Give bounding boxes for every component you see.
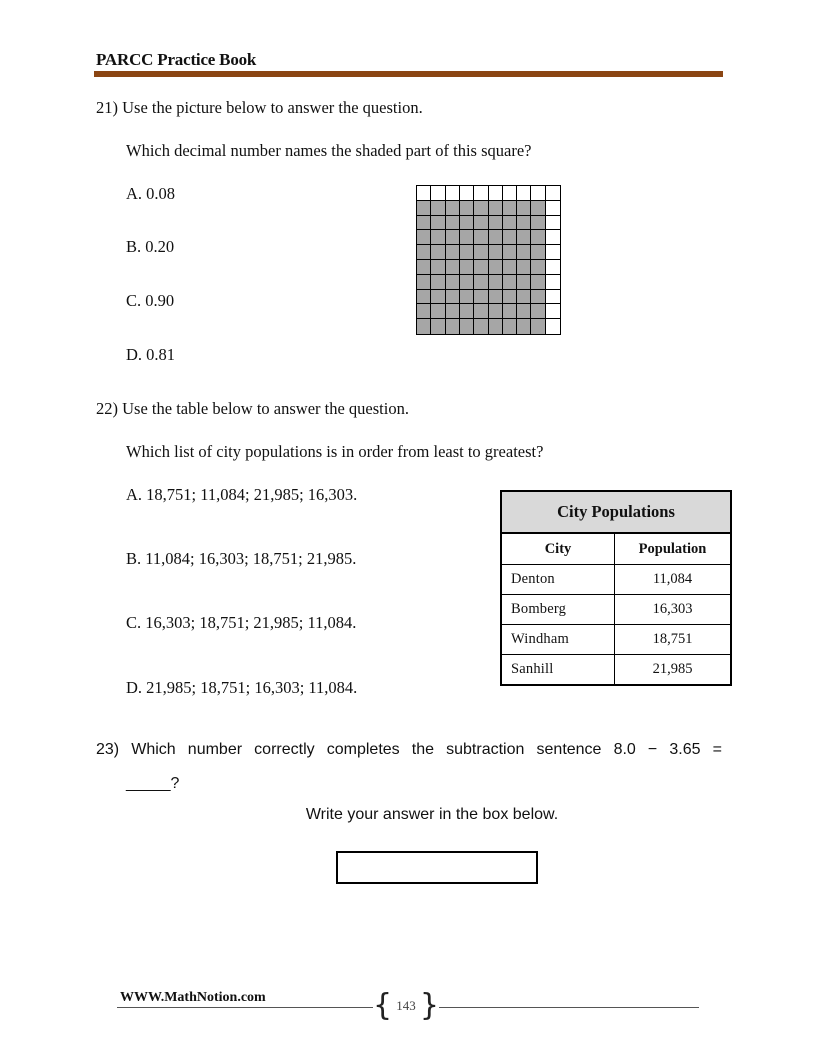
grid-cell-shaded [460,275,474,290]
q21-option-d: D. 0.81 [126,345,176,364]
table-cell-city: Bomberg [501,595,615,625]
grid-cell-shaded [446,201,460,216]
q22-heading: 22) Use the table below to answer the question. [96,399,409,418]
q22-option-d: D. 21,985; 18,751; 16,303; 11,084. [126,678,358,697]
grid-cell [489,186,503,201]
grid-cell-shaded [531,245,545,260]
grid-cell [417,186,431,201]
grid-cell-shaded [531,260,545,275]
grid-cell-shaded [503,216,517,231]
grid-cell-shaded [503,260,517,275]
grid-cell-shaded [503,319,517,334]
city-populations-table [500,490,732,686]
grid-cell [546,186,560,201]
grid-cell-shaded [431,304,445,319]
table-row [501,595,731,625]
grid-cell-shaded [446,275,460,290]
grid-cell-shaded [431,230,445,245]
grid-cell-shaded [446,319,460,334]
q23-blank: _____? [126,775,180,792]
grid-cell-shaded [517,230,531,245]
grid-cell-shaded [503,245,517,260]
table-cell-population: 21,985 [615,655,732,686]
grid-cell [546,319,560,334]
q21-option-a: A. 0.08 [126,184,176,203]
table-cell-city: Windham [501,625,615,655]
grid-cell [546,275,560,290]
grid-cell-shaded [489,216,503,231]
hundred-square-grid [416,185,561,335]
grid-cell-shaded [417,230,431,245]
right-brace-icon: } [419,988,439,1023]
grid-cell-shaded [474,260,488,275]
table-cell-population: 16,303 [615,595,732,625]
grid-cell [546,216,560,231]
grid-cell-shaded [431,290,445,305]
q22-prompt: Which list of city populations is in order from least to greatest? [126,442,544,461]
grid-cell [546,201,560,216]
grid-cell [446,186,460,201]
grid-cell-shaded [489,290,503,305]
grid-cell [460,186,474,201]
grid-cell-shaded [517,201,531,216]
grid-cell-shaded [446,216,460,231]
header-rule [94,71,723,77]
q23-instruction: Write your answer in the box below. [305,806,559,823]
grid-cell-shaded [474,290,488,305]
q22-option-b: B. 11,084; 16,303; 18,751; 21,985. [126,549,357,568]
grid-cell [546,245,560,260]
answer-box[interactable] [336,851,538,884]
grid-cell-shaded [446,230,460,245]
grid-cell-shaded [531,275,545,290]
table-caption: City Populations [501,491,731,533]
grid-cell-shaded [474,275,488,290]
table-row [501,655,731,686]
grid-cell [546,230,560,245]
grid-cell-shaded [474,216,488,231]
table-cell-city: Sanhill [501,655,615,686]
grid-cell-shaded [531,216,545,231]
grid-cell-shaded [474,201,488,216]
footer-website: WWW.MathNotion.com [120,990,266,1005]
grid-cell-shaded [417,304,431,319]
grid-cell-shaded [503,201,517,216]
grid-cell-shaded [431,275,445,290]
left-brace-icon: { [373,988,393,1023]
grid-cell-shaded [431,260,445,275]
grid-cell [531,186,545,201]
grid-cell-shaded [431,216,445,231]
table-cell-population: 18,751 [615,625,732,655]
grid-cell-shaded [460,304,474,319]
grid-cell-shaded [474,304,488,319]
grid-cell-shaded [446,304,460,319]
table-row [501,565,731,595]
grid-cell-shaded [489,201,503,216]
grid-cell-shaded [503,304,517,319]
q22-option-a: A. 18,751; 11,084; 21,985; 16,303. [126,485,358,504]
grid-cell-shaded [503,275,517,290]
grid-cell-shaded [517,275,531,290]
grid-cell-shaded [531,290,545,305]
grid-cell [431,186,445,201]
grid-cell-shaded [431,319,445,334]
grid-cell-shaded [517,319,531,334]
page-number-bracket [373,990,439,1022]
grid-cell [474,186,488,201]
grid-cell-shaded [517,245,531,260]
grid-cell [517,186,531,201]
grid-cell-shaded [531,230,545,245]
table-row [501,625,731,655]
grid-cell-shaded [417,216,431,231]
grid-cell-shaded [503,290,517,305]
q22-option-c: C. 16,303; 18,751; 21,985; 11,084. [126,613,357,632]
grid-cell-shaded [460,319,474,334]
grid-cell-shaded [460,201,474,216]
grid-cell-shaded [489,245,503,260]
grid-cell-shaded [489,304,503,319]
grid-cell-shaded [446,245,460,260]
grid-cell-shaded [417,245,431,260]
grid-cell-shaded [474,245,488,260]
grid-cell-shaded [417,201,431,216]
grid-cell-shaded [517,290,531,305]
q21-heading: 21) Use the picture below to answer the question. [96,98,423,117]
grid-cell-shaded [531,201,545,216]
grid-cell-shaded [446,290,460,305]
grid-cell-shaded [417,319,431,334]
page-header-title: PARCC Practice Book [96,50,257,69]
page-number: 143 [396,998,416,1013]
grid-cell-shaded [474,230,488,245]
grid-cell-shaded [531,304,545,319]
grid-cell-shaded [460,260,474,275]
q21-option-b: B. 0.20 [126,237,175,256]
grid-cell [503,186,517,201]
grid-cell-shaded [489,230,503,245]
grid-cell-shaded [489,319,503,334]
grid-cell [546,260,560,275]
table-cell-city: Denton [501,565,615,595]
grid-cell-shaded [489,275,503,290]
grid-cell-shaded [417,275,431,290]
grid-cell-shaded [531,319,545,334]
grid-cell-shaded [517,260,531,275]
grid-cell-shaded [431,201,445,216]
table-header-city: City [501,533,615,565]
grid-cell-shaded [489,260,503,275]
grid-cell-shaded [517,216,531,231]
grid-cell-shaded [446,260,460,275]
grid-cell-shaded [460,216,474,231]
table-header-population: Population [615,533,732,565]
grid-cell-shaded [431,245,445,260]
q23-prompt: 23) Which number correctly completes the subtraction sentence 8.0 − 3.65 = [96,741,722,758]
grid-cell-shaded [460,245,474,260]
grid-cell-shaded [503,230,517,245]
grid-cell-shaded [417,290,431,305]
grid-cell [546,290,560,305]
q21-option-c: C. 0.90 [126,291,175,310]
q21-prompt: Which decimal number names the shaded part of this square? [126,141,532,160]
table-cell-population: 11,084 [615,565,732,595]
grid-cell-shaded [417,260,431,275]
grid-cell-shaded [460,290,474,305]
grid-cell [546,304,560,319]
grid-cell-shaded [460,230,474,245]
grid-cell-shaded [474,319,488,334]
grid-cell-shaded [517,304,531,319]
